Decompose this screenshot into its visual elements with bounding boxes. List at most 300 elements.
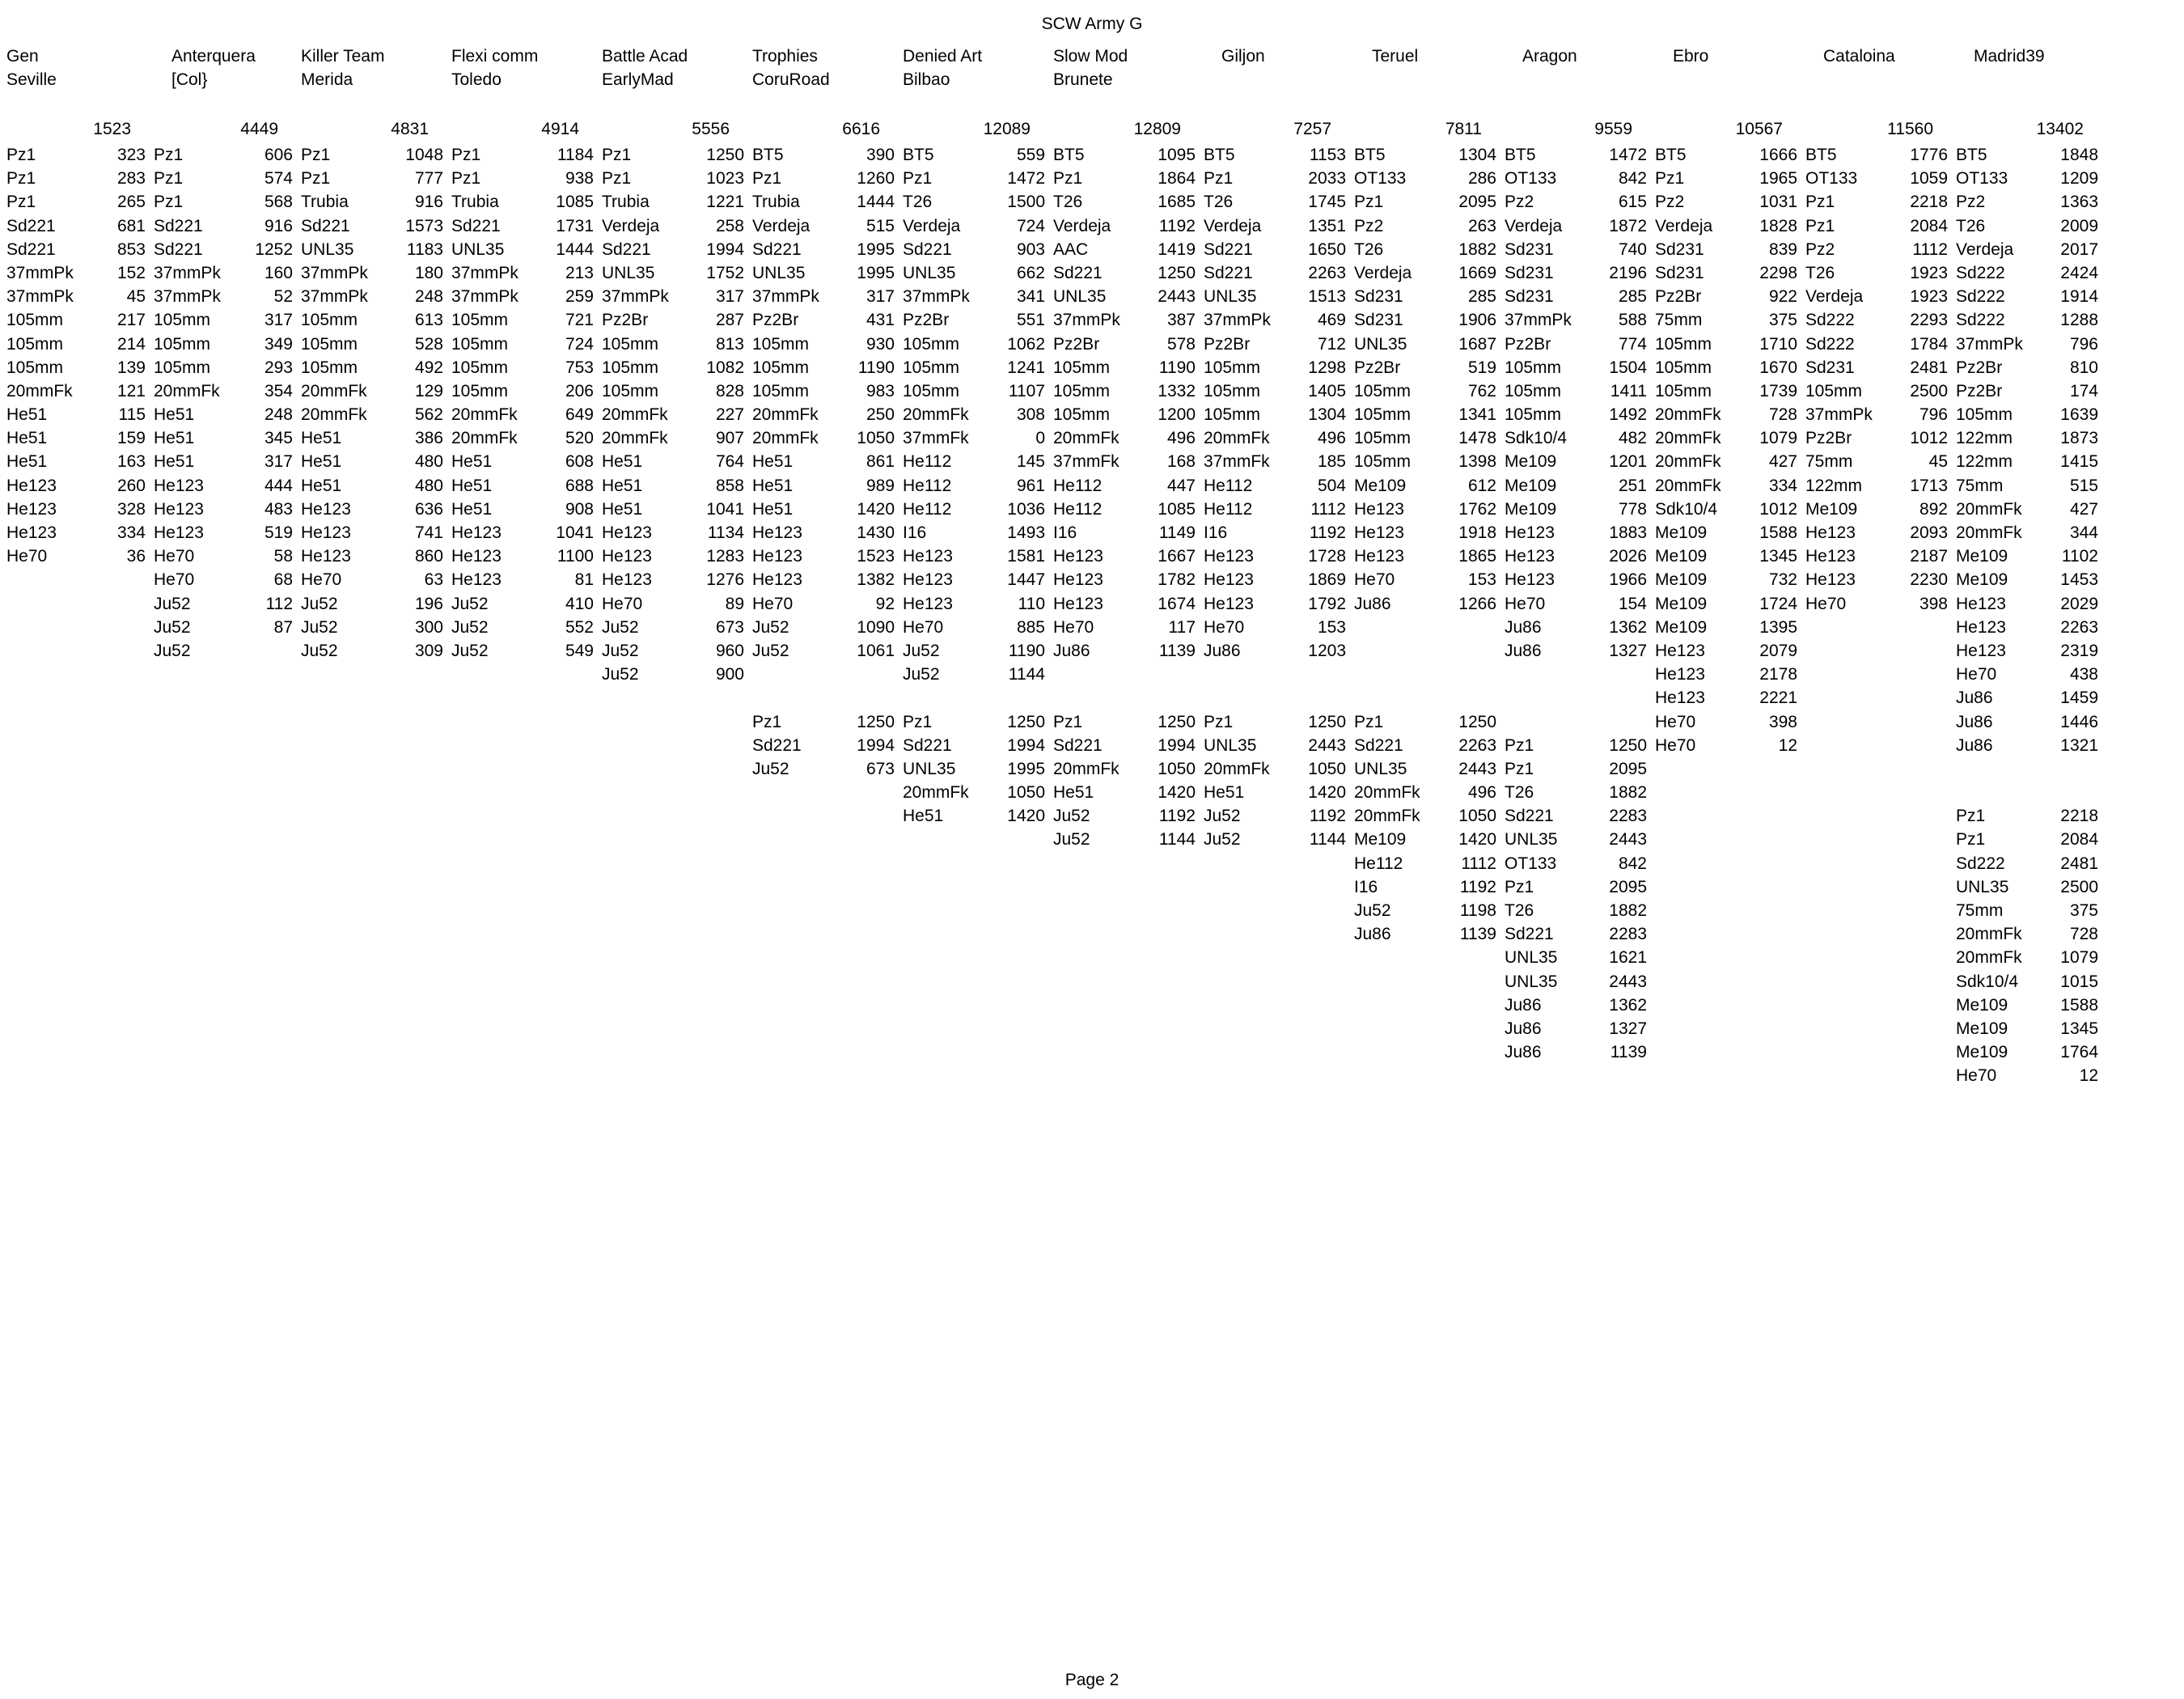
- unit-row: [1204, 308, 1354, 332]
- unit-name: 105mm: [451, 311, 509, 330]
- unit-name: Ju52: [301, 617, 338, 637]
- unit-row: [301, 238, 451, 261]
- unit-name: Pz1: [6, 169, 36, 189]
- unit-name: OT133: [1956, 169, 2008, 189]
- unit-name: 105mm: [1354, 452, 1412, 472]
- unit-name: 20mmFk: [1354, 783, 1420, 803]
- unit-value: 1965: [1759, 169, 1797, 189]
- army-column: [451, 44, 602, 663]
- unit-name: Ju86: [1505, 1019, 1542, 1038]
- unit-row: [903, 663, 1053, 686]
- unit-value: 1674: [1158, 594, 1196, 613]
- unit-name: Ju52: [1354, 901, 1391, 920]
- unit-value: 1420: [1308, 783, 1346, 803]
- unit-name: He123: [1053, 547, 1103, 566]
- unit-row: [1505, 426, 1655, 450]
- unit-value: 349: [264, 334, 293, 354]
- unit-name: Sd221: [1354, 735, 1403, 755]
- unit-name: 105mm: [154, 311, 211, 330]
- row-spacer: [1053, 663, 1204, 686]
- column-rows: [1956, 143, 2106, 1088]
- unit-row: [1805, 143, 1956, 167]
- unit-name: 20mmFk: [1053, 429, 1120, 448]
- unit-row: [752, 450, 903, 473]
- unit-value: 1581: [1007, 547, 1045, 566]
- unit-row: [154, 403, 301, 426]
- unit-name: Verdeja: [1956, 239, 2014, 259]
- unit-name: He123: [1505, 570, 1555, 590]
- unit-row: [1956, 498, 2106, 521]
- unit-value: 1784: [1910, 334, 1948, 354]
- unit-row: [301, 190, 451, 214]
- unit-value: 1250: [1609, 735, 1647, 755]
- unit-name: 105mm: [602, 381, 659, 400]
- unit-row: [301, 333, 451, 356]
- unit-row: [1354, 214, 1505, 238]
- unit-row: [1053, 214, 1204, 238]
- unit-value: 2079: [1759, 641, 1797, 660]
- column-header-line2: Cataloina: [1823, 47, 1895, 66]
- unit-row: [1956, 285, 2106, 308]
- unit-value: 1792: [1308, 594, 1346, 613]
- unit-name: 105mm: [6, 311, 64, 330]
- unit-row: [1505, 734, 1655, 757]
- unit-value: 520: [565, 429, 594, 448]
- unit-row: [301, 568, 451, 591]
- unit-value: 1914: [2060, 287, 2098, 307]
- unit-name: BT5: [1053, 146, 1085, 164]
- unit-value: 2443: [1458, 759, 1496, 778]
- unit-name: 20mmFk: [1956, 948, 2022, 968]
- unit-value: 740: [1618, 239, 1647, 259]
- unit-row: [451, 426, 602, 450]
- unit-name: 20mmFk: [602, 405, 668, 425]
- unit-row: [903, 214, 1053, 238]
- unit-row: [602, 238, 752, 261]
- unit-row: [1053, 167, 1204, 190]
- unit-value: 1731: [556, 216, 594, 235]
- unit-name: Sd221: [1204, 263, 1253, 282]
- unit-row: [752, 592, 903, 616]
- unit-value: 515: [2069, 476, 2098, 495]
- unit-row: [602, 474, 752, 498]
- unit-value: 87: [273, 617, 293, 637]
- unit-value: 1041: [706, 499, 744, 519]
- unit-value: 615: [1618, 193, 1647, 212]
- unit-value: 724: [565, 334, 594, 354]
- unit-name: Verdeja: [1805, 287, 1864, 307]
- unit-name: Pz1: [6, 146, 36, 164]
- unit-row: [752, 474, 903, 498]
- unit-row: [1053, 190, 1204, 214]
- unit-row: [903, 238, 1053, 261]
- army-column: [301, 44, 451, 663]
- unit-name: Sd231: [1655, 263, 1704, 282]
- unit-value: 496: [1317, 429, 1346, 448]
- unit-name: 37mmFk: [1204, 452, 1270, 472]
- unit-value: 45: [1928, 452, 1948, 472]
- unit-value: 1472: [1007, 169, 1045, 189]
- unit-row: [154, 167, 301, 190]
- unit-value: 2017: [2060, 239, 2098, 259]
- unit-value: 2283: [1609, 807, 1647, 826]
- unit-value: 2084: [2060, 830, 2098, 850]
- unit-row: [1505, 1017, 1655, 1040]
- unit-value: 636: [414, 499, 443, 519]
- unit-value: 1203: [1308, 641, 1346, 660]
- unit-row: [154, 143, 301, 167]
- unit-row: [451, 308, 602, 332]
- unit-name: Verdeja: [1204, 216, 1262, 235]
- unit-value: 317: [866, 287, 895, 307]
- unit-value: 1923: [1910, 263, 1948, 282]
- column-header: [301, 44, 451, 117]
- unit-value: 681: [116, 216, 146, 235]
- unit-value: 1621: [1609, 948, 1647, 968]
- unit-row: [1805, 308, 1956, 332]
- unit-name: 75mm: [1956, 476, 2004, 495]
- unit-name: T26: [1204, 193, 1234, 212]
- unit-row: [903, 521, 1053, 544]
- unit-row: [752, 143, 903, 167]
- unit-name: Sd221: [301, 216, 350, 235]
- unit-name: UNL35: [1354, 759, 1407, 778]
- unit-value: 861: [866, 452, 895, 472]
- unit-row: [1505, 333, 1655, 356]
- unit-name: Pz2Br: [1204, 334, 1251, 354]
- unit-name: Pz1: [1505, 735, 1534, 755]
- unit-value: 1250: [1158, 263, 1196, 282]
- unit-name: Ju86: [1956, 735, 1993, 755]
- unit-value: 1918: [1458, 523, 1496, 542]
- unit-name: He123: [301, 523, 351, 542]
- unit-name: He123: [903, 547, 953, 566]
- unit-row: [903, 592, 1053, 616]
- unit-row: [1505, 379, 1655, 403]
- row-spacer: [1505, 710, 1655, 734]
- unit-row: [301, 450, 451, 473]
- unit-name: 105mm: [602, 358, 659, 377]
- unit-value: 2187: [1910, 547, 1948, 566]
- unit-row: [1053, 498, 1204, 521]
- unit-value: 960: [715, 641, 744, 660]
- unit-value: 1090: [857, 617, 895, 637]
- unit-name: 105mm: [1354, 429, 1412, 448]
- unit-name: Me109: [1655, 570, 1708, 590]
- unit-row: [1505, 828, 1655, 851]
- unit-row: [1505, 568, 1655, 591]
- unit-name: He51: [451, 452, 493, 472]
- unit-value: 1523: [857, 547, 895, 566]
- unit-row: [154, 544, 301, 568]
- unit-row: [1655, 333, 1805, 356]
- unit-name: 105mm: [1655, 358, 1712, 377]
- unit-name: Me109: [1505, 452, 1557, 472]
- unit-name: Verdeja: [903, 216, 961, 235]
- unit-row: [1805, 167, 1956, 190]
- unit-name: He123: [1956, 641, 2006, 660]
- unit-name: 37mmPk: [154, 263, 221, 282]
- unit-row: [1505, 639, 1655, 663]
- unit-name: He123: [451, 523, 502, 542]
- unit-row: [1053, 238, 1204, 261]
- unit-name: He123: [1956, 617, 2006, 637]
- unit-row: [1505, 592, 1655, 616]
- unit-name: Pz1: [1505, 759, 1534, 778]
- unit-row: [6, 308, 154, 332]
- unit-name: Sd221: [1505, 807, 1554, 826]
- unit-row: [1204, 828, 1354, 851]
- unit-row: [1956, 544, 2106, 568]
- unit-name: He123: [1053, 594, 1103, 613]
- unit-row: [1805, 544, 1956, 568]
- unit-row: [752, 521, 903, 544]
- unit-name: Pz2Br: [1956, 358, 2003, 377]
- unit-value: 1192: [1158, 216, 1196, 235]
- unit-name: Ju52: [602, 617, 639, 637]
- row-spacer: [1505, 686, 1655, 710]
- unit-name: Pz2Br: [1354, 358, 1401, 377]
- unit-row: [301, 498, 451, 521]
- unit-value: 728: [1768, 405, 1797, 425]
- unit-value: 753: [565, 358, 594, 377]
- unit-row: [154, 426, 301, 450]
- unit-row: [1354, 403, 1505, 426]
- unit-value: 227: [715, 405, 744, 425]
- unit-name: UNL35: [903, 759, 956, 778]
- row-spacer: [1354, 639, 1505, 663]
- unit-name: 20mmFk: [1956, 499, 2022, 519]
- unit-name: He123: [903, 570, 953, 590]
- columns-container: [6, 44, 2106, 1088]
- unit-row: [451, 167, 602, 190]
- unit-row: [1956, 1040, 2106, 1064]
- unit-value: 1667: [1158, 547, 1196, 566]
- column-total: 4831: [391, 120, 429, 138]
- unit-name: Sd221: [154, 216, 203, 235]
- unit-value: 2230: [1910, 570, 1948, 590]
- unit-name: 105mm: [1505, 358, 1562, 377]
- unit-value: 152: [116, 263, 146, 282]
- unit-name: Me109: [1505, 499, 1557, 519]
- unit-name: Pz1: [903, 712, 933, 731]
- unit-row: [6, 261, 154, 285]
- unit-row: [1354, 238, 1505, 261]
- unit-row: [154, 592, 301, 616]
- unit-value: 1588: [1759, 523, 1797, 542]
- unit-value: 2283: [1609, 925, 1647, 944]
- unit-row: [1204, 521, 1354, 544]
- row-spacer: [752, 663, 903, 686]
- unit-row: [903, 450, 1053, 473]
- column-total: 5556: [692, 120, 730, 138]
- unit-row: [1956, 403, 2106, 426]
- unit-value: 12: [1778, 735, 1797, 755]
- unit-name: He123: [1354, 499, 1404, 519]
- unit-name: BT5: [752, 146, 784, 164]
- unit-name: Pz1: [1655, 169, 1685, 189]
- unit-value: 52: [273, 287, 293, 307]
- unit-row: [6, 450, 154, 473]
- unit-row: [903, 426, 1053, 450]
- column-header: [1204, 44, 1354, 117]
- unit-row: [903, 568, 1053, 591]
- unit-value: 1050: [1308, 759, 1346, 778]
- unit-value: 1994: [857, 735, 895, 755]
- unit-value: 1059: [1910, 169, 1948, 189]
- unit-name: 20mmFk: [301, 405, 367, 425]
- unit-name: UNL35: [451, 239, 505, 259]
- unit-name: Ju52: [301, 641, 338, 660]
- unit-name: Sd221: [903, 735, 952, 755]
- unit-row: [1204, 450, 1354, 473]
- unit-value: 712: [1317, 334, 1346, 354]
- unit-value: 1883: [1609, 523, 1647, 542]
- unit-name: Sd221: [1505, 925, 1554, 944]
- unit-name: 20mmFk: [1655, 452, 1721, 472]
- unit-value: 427: [2069, 499, 2098, 519]
- unit-value: 839: [1768, 239, 1797, 259]
- unit-value: 483: [264, 499, 293, 519]
- unit-row: [154, 568, 301, 591]
- unit-value: 2263: [2060, 617, 2098, 637]
- unit-name: Pz1: [1053, 712, 1083, 731]
- unit-value: 1869: [1308, 570, 1346, 590]
- unit-row: [451, 521, 602, 544]
- row-spacer: [1053, 686, 1204, 710]
- unit-value: 504: [1317, 476, 1346, 495]
- unit-name: He70: [154, 547, 195, 566]
- unit-name: Pz2: [1505, 193, 1534, 212]
- unit-name: 37mmPk: [6, 287, 74, 307]
- unit-name: 105mm: [301, 334, 358, 354]
- unit-name: Ju86: [1956, 688, 1993, 708]
- unit-name: Verdeja: [1053, 216, 1111, 235]
- unit-row: [1053, 734, 1204, 757]
- unit-value: 2298: [1759, 263, 1797, 282]
- unit-name: 105mm: [6, 358, 64, 377]
- unit-row: [1505, 214, 1655, 238]
- column-total: 7257: [1293, 120, 1331, 138]
- unit-name: 37mmPk: [903, 287, 970, 307]
- unit-name: 37mmPk: [1505, 311, 1572, 330]
- unit-row: [752, 190, 903, 214]
- unit-value: 796: [1919, 405, 1948, 425]
- unit-value: 1250: [1308, 712, 1346, 731]
- army-column: [1053, 44, 1204, 852]
- unit-value: 251: [1618, 476, 1647, 495]
- unit-row: [1956, 426, 2106, 450]
- unit-value: 328: [116, 499, 146, 519]
- unit-value: 774: [1618, 334, 1647, 354]
- unit-name: He51: [451, 499, 493, 519]
- unit-value: 922: [1768, 287, 1797, 307]
- unit-value: 1144: [1158, 830, 1196, 850]
- unit-row: [301, 285, 451, 308]
- unit-value: 2263: [1458, 735, 1496, 755]
- unit-name: 20mmFk: [1956, 523, 2022, 542]
- unit-name: Sd221: [752, 239, 802, 259]
- unit-row: [602, 190, 752, 214]
- column-header-line2: Giljon: [1221, 47, 1265, 66]
- unit-row: [1204, 639, 1354, 663]
- unit-row: [1505, 804, 1655, 828]
- unit-name: T26: [1505, 901, 1534, 920]
- unit-row: [752, 285, 903, 308]
- unit-value: 810: [2069, 358, 2098, 377]
- unit-value: 885: [1016, 617, 1045, 637]
- unit-row: [1505, 922, 1655, 946]
- unit-name: Me109: [1805, 499, 1858, 519]
- unit-row: [6, 356, 154, 379]
- unit-name: Pz1: [6, 193, 36, 212]
- unit-name: BT5: [1505, 146, 1536, 164]
- unit-name: He123: [154, 499, 204, 519]
- unit-row: [1505, 1040, 1655, 1064]
- unit-row: [154, 190, 301, 214]
- unit-name: 20mmFk: [903, 783, 969, 803]
- unit-value: 1472: [1609, 146, 1647, 164]
- unit-name: T26: [1354, 239, 1384, 259]
- unit-name: Me109: [1655, 617, 1708, 637]
- unit-row: [1053, 710, 1204, 734]
- unit-row: [602, 356, 752, 379]
- unit-name: Me109: [1354, 830, 1407, 850]
- unit-name: T26: [1956, 216, 1986, 235]
- unit-value: 2095: [1609, 759, 1647, 778]
- unit-name: 20mmFk: [1956, 925, 2022, 944]
- unit-name: UNL35: [1053, 287, 1107, 307]
- unit-value: 519: [1467, 358, 1496, 377]
- unit-row: [1053, 450, 1204, 473]
- unit-value: 1363: [2060, 193, 2098, 212]
- column-header: [903, 44, 1053, 117]
- unit-value: 386: [414, 429, 443, 448]
- column-rows: [1354, 143, 1505, 946]
- unit-value: 0: [1035, 429, 1045, 448]
- unit-value: 2221: [1759, 688, 1797, 708]
- unit-name: He123: [1505, 547, 1555, 566]
- unit-value: 1420: [1007, 807, 1045, 826]
- unit-value: 1015: [2060, 972, 2098, 991]
- column-total: 13402: [2036, 120, 2084, 138]
- unit-row: [1655, 568, 1805, 591]
- unit-value: 1198: [1459, 901, 1496, 920]
- unit-name: Pz2: [1956, 193, 1986, 212]
- unit-value: 213: [565, 263, 594, 282]
- unit-name: He112: [903, 499, 952, 519]
- unit-row: [451, 498, 602, 521]
- unit-value: 764: [715, 452, 744, 472]
- unit-value: 496: [1467, 783, 1496, 803]
- column-header-line2: Merida: [301, 70, 353, 90]
- unit-row: [1204, 285, 1354, 308]
- unit-row: [752, 544, 903, 568]
- unit-name: He123: [1655, 688, 1705, 708]
- unit-row: [6, 167, 154, 190]
- unit-value: 1444: [857, 193, 895, 212]
- unit-value: 1762: [1458, 499, 1496, 519]
- unit-row: [1956, 710, 2106, 734]
- unit-row: [1354, 875, 1505, 899]
- unit-row: [1655, 167, 1805, 190]
- unit-value: 1112: [1310, 499, 1346, 519]
- unit-name: Sd231: [1505, 239, 1554, 259]
- unit-value: 2095: [1458, 193, 1496, 212]
- unit-row: [1505, 970, 1655, 994]
- unit-value: 1745: [1308, 193, 1346, 212]
- unit-value: 2424: [2060, 263, 2098, 282]
